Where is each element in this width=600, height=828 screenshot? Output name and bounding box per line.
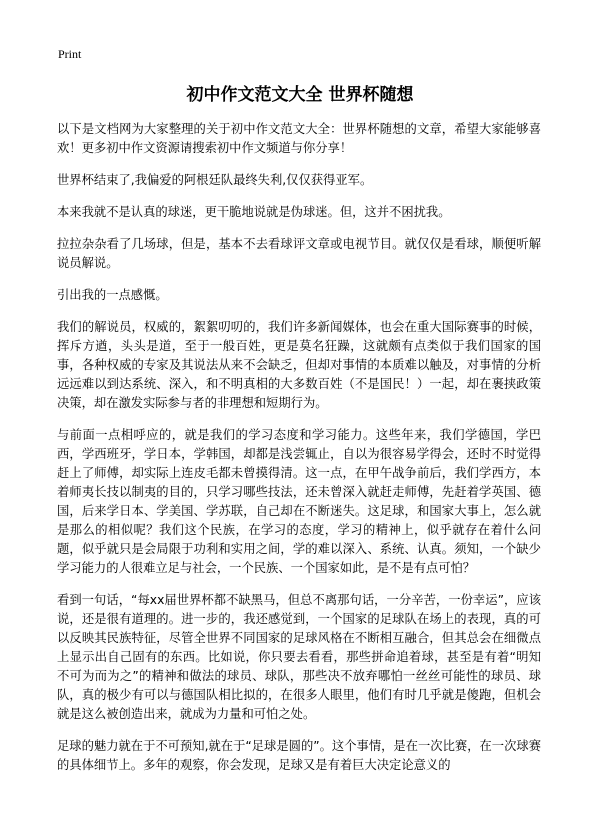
paragraph: 引出我的一点感慨。	[57, 288, 168, 302]
paragraph: 拉拉杂杂看了几场球，但是，基本不去看球评文章或电视节目。就仅仅是看球，顺便听解说员解说。	[57, 237, 541, 270]
article-body	[57, 120, 541, 788]
paragraph: 足球的魅力就在于不可预知,就在于“足球是圆的”。这个事情，是在一次比赛，在一次球赛的具体细节上。多年的观察，你会发现，足球又是有着巨大决定论意义的	[57, 739, 541, 772]
paragraph: 本来我就不是认真的球迷，更干脆地说就是伪球迷。但，这并不困扰我。	[57, 205, 451, 219]
document-title: 初中作文范文大全 世界杯随想	[186, 85, 414, 105]
print-label: Print	[58, 47, 82, 61]
paragraph: 与前面一点相呼应的，就是我们的学习态度和学习能力。这些年来，我们学德国，学巴西，学西班牙，学日本，学韩国，却都是浅尝辄止，自以为很容易学得会，还时不时觉得赶上了师傅，却实际上连皮毛都未曾摸得清。这一点，在甲午战争前后，我们学西方，本着师夷长技以制夷的目的，只学习哪些技法，还未曾深入就赶走师傅，先赶着学英国、德国，后来学日本、学美国、学苏联，自己却在不断迷失。这足球，和国家大事上，怎么就是那么的相似呢？我们这个民族，在学习的态度，学习的精神上，似乎就存在着什么问题，似乎就只是会局限于功利和实用之间，学的难以深入、系统、认真。须知，一个缺少学习能力的人很难立足与社会，一个民族、一个国家如此，是不是有点可怕？	[57, 428, 541, 575]
paragraph-intro: 以下是文档网为大家整理的关于初中作文范文大全：世界杯随想的文章，希望大家能够喜欢！更多初中作文资源请搜索初中作文频道与你分享！	[57, 122, 541, 155]
paragraph: 看到一句话，“每xx届世界杯都不缺黑马，但总不离那句话，一分辛苦，一份幸运”，应该说，还是很有道理的。进一步的，我还感觉到，一个国家的足球队在场上的表现，真的可以反映其民族特征，尽管全世界不同国家的足球风格在不断相互融合，但其总会在细微点上显示出自己固有的东西。比如说，你只要去看看，那些拼命追着球，甚至是有着“明知不可为而为之”的精神和做法的球员、球队，那些决不放弃哪怕一丝丝可能性的球员、球队，真的极少有可以与德国队相比拟的，在很多人眼里，他们有时几乎就是傻跑，但机会就是这么被创造出来，就成为力量和可怕之处。	[57, 593, 541, 721]
paragraph: 我们的解说员，权威的，絮絮叨叨的，我们许多新闻媒体，也会在重大国际赛事的时候，挥斥方遒，头头是道，至于一般百姓，更是莫名狂躁，这就颇有点类似于我们国家的国事，各种权威的专家及其说法从来不会缺乏，但却对事情的本质难以触及，对事情的分析远远难以到达系统、深入，和不明真相的大多数百姓（不是国民！）一起，却在裹挟政策决策，却在激发实际参与者的非理想和短期行为。	[57, 320, 541, 410]
paragraph: 世界杯结束了,我偏爱的阿根廷队最终失利,仅仅获得亚军。	[57, 173, 373, 187]
